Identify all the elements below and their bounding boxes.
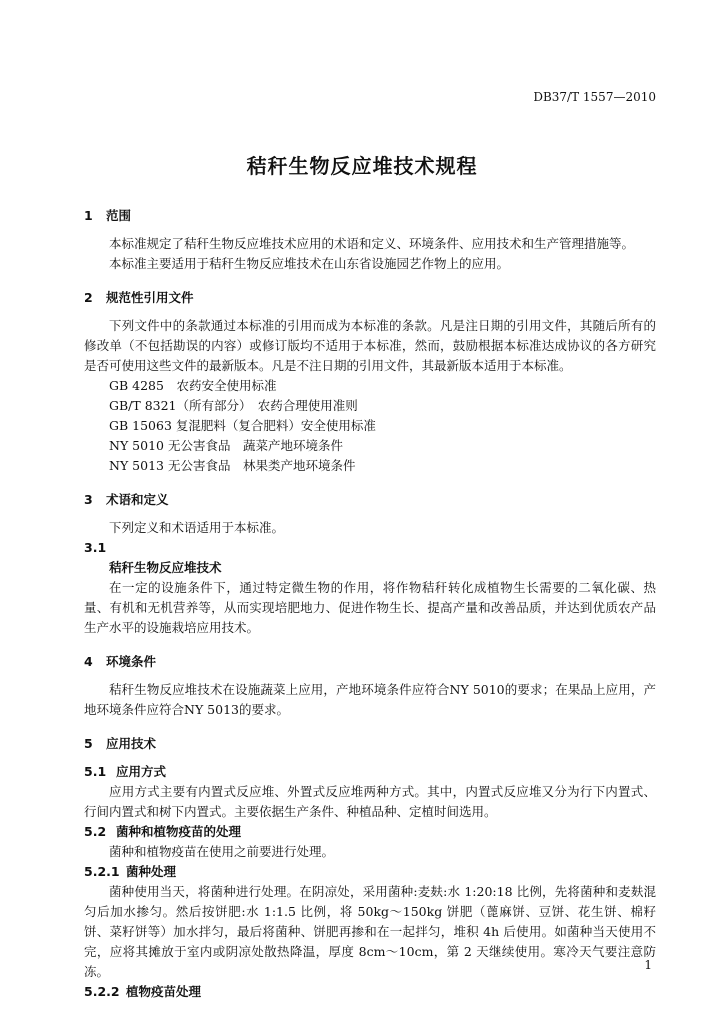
section-title: 环境条件 — [106, 654, 157, 669]
section-title: 范围 — [106, 208, 132, 223]
paragraph: 菌种使用当天，将菌种进行处理。在阴凉处，采用菌种:麦麸:水 1:20:18 比例，先将菌种和麦麸混匀后加水掺匀。然后按饼肥:水 1:1.5 比例，将 50kg～150kg 饼肥（蓖麻饼、豆饼、花生饼、棉籽饼、菜籽饼等）加水拌匀，最后将菌种、饼肥再掺和在一起拌匀，堆积 4h 后使用。如菌种当天使用不完，应将其摊放于室内或阴凉处散热降温，厚度 8cm～10cm，第 2 天继续使用。寒冷天气要注意防冻。 — [84, 884, 656, 979]
paragraph: 下列文件中的条款通过本标准的引用而成为本标准的条款。凡是注日期的引用文件，其随后所有的修改单（不包括勘误的内容）或修订版均不适用于本标准，然而，鼓励根据本标准达成协议的各方研究是否可使用这些文件的最新版本。凡是不注日期的引用文件，其最新版本适用于本标准。 — [84, 318, 656, 373]
paragraph: 本标准主要适用于秸秆生物反应堆技术在山东省设施园艺作物上的应用。 — [109, 256, 510, 271]
page-number: 1 — [644, 958, 652, 972]
section-number: 2 — [84, 290, 93, 305]
section-number: 5 — [84, 736, 93, 751]
section-title: 术语和定义 — [106, 492, 169, 507]
paragraph: 应用方式主要有内置式反应堆、外置式反应堆两种方式。其中，内置式反应堆又分为行下内置式、行间内置式和树下内置式。主要依据生产条件、种植品种、定植时间选用。 — [84, 784, 656, 819]
subsection-title: 应用方式 — [116, 764, 167, 779]
document-body — [84, 206, 656, 1002]
section-title: 应用技术 — [106, 736, 157, 751]
standard-code: DB37/T 1557—2010 — [533, 90, 656, 104]
section-number: 1 — [84, 208, 93, 223]
section-4-heading — [84, 652, 656, 672]
section-title: 规范性引用文件 — [106, 290, 194, 305]
subsection-number: 5.2.1 — [84, 864, 120, 879]
subsection-5-2-heading — [84, 822, 656, 842]
term-name: 秸秆生物反应堆技术 — [109, 560, 222, 575]
subsection-5-2-2-heading — [84, 982, 656, 1002]
subsection-number: 5.2 — [84, 824, 107, 839]
subsection-5-2-1-heading — [84, 862, 656, 882]
subsection-number: 5.2.2 — [84, 984, 120, 999]
subsection-title: 菌种处理 — [126, 864, 177, 879]
reference-item: NY 5010 无公害食品 蔬菜产地环境条件 — [109, 438, 343, 453]
reference-item: NY 5013 无公害食品 林果类产地环境条件 — [109, 458, 356, 473]
reference-item: GB/T 8321（所有部分） 农药合理使用准则 — [109, 398, 358, 413]
reference-item: GB 15063 复混肥料（复合肥料）安全使用标准 — [109, 418, 376, 433]
paragraph: 菌种和植物疫苗在使用之前要进行处理。 — [109, 844, 335, 859]
section-3-heading — [84, 490, 656, 510]
subsection-number: 5.1 — [84, 764, 107, 779]
section-number: 3 — [84, 492, 93, 507]
subsection-title: 菌种和植物疫苗的处理 — [116, 824, 242, 839]
subsection-title: 植物疫苗处理 — [126, 984, 202, 999]
term-definition: 在一定的设施条件下，通过特定微生物的作用，将作物秸秆转化成植物生长需要的二氧化碳、热量、有机和无机营养等，从而实现培肥地力、促进作物生长、提高产量和改善品质，并达到优质农产品生产水平的设施栽培应用技术。 — [84, 580, 656, 635]
term-number: 3.1 — [84, 540, 107, 555]
subsection-5-1-heading — [84, 762, 656, 782]
section-2-heading — [84, 288, 656, 308]
paragraph: 下列定义和术语适用于本标准。 — [109, 520, 285, 535]
section-number: 4 — [84, 654, 93, 669]
paragraph: 秸秆生物反应堆技术在设施蔬菜上应用，产地环境条件应符合NY 5010的要求；在果品上应用，产地环境条件应符合NY 5013的要求。 — [84, 682, 656, 717]
section-1-heading — [84, 206, 656, 226]
reference-item: GB 4285 农药安全使用标准 — [109, 378, 277, 393]
paragraph: 本标准规定了秸秆生物反应堆技术应用的术语和定义、环境条件、应用技术和生产管理措施等。 — [109, 236, 635, 251]
section-5-heading — [84, 734, 656, 754]
document-title: 秸秆生物反应堆技术规程 — [246, 154, 478, 178]
